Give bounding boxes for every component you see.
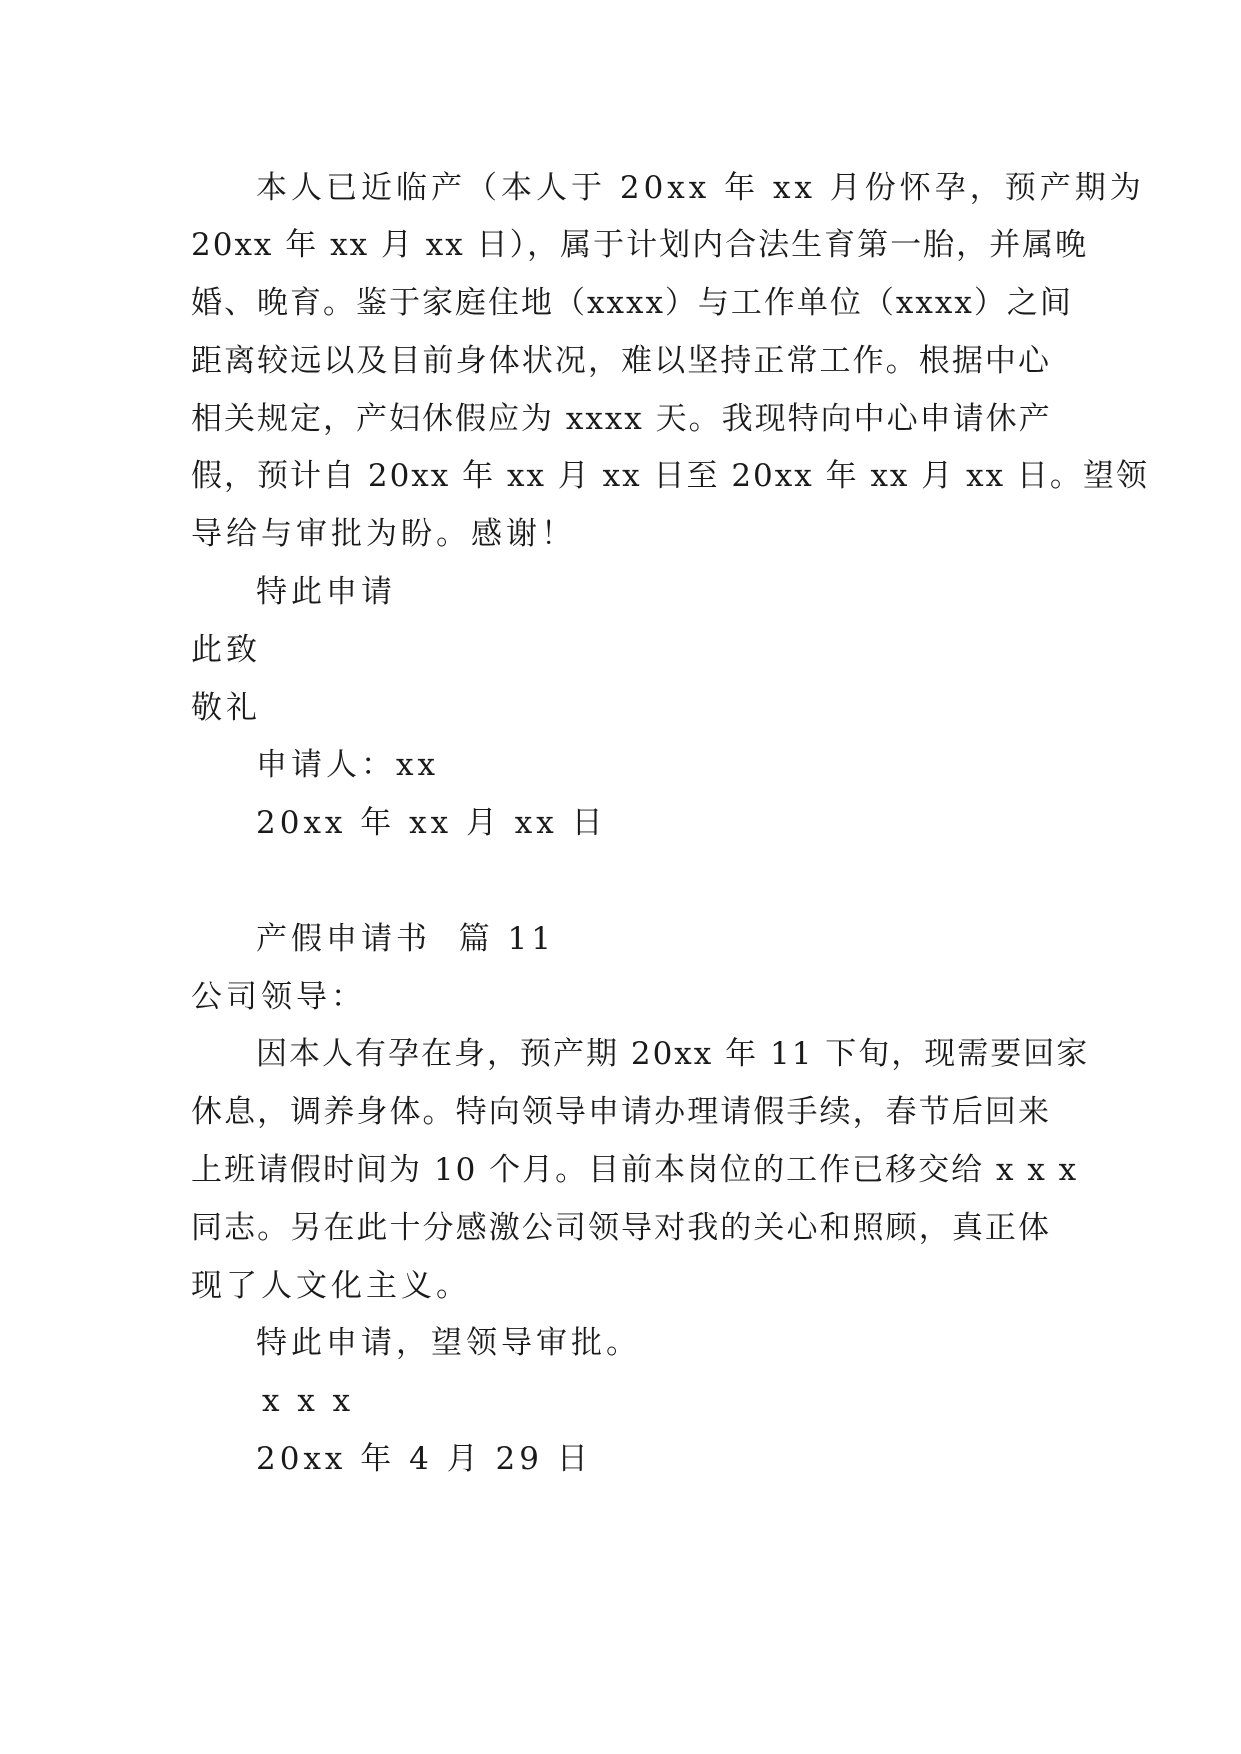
paragraph-line: 上班请假时间为 10 个月。目前本岗位的工作已移交给 x x x [191, 1152, 1079, 1188]
addressee-line: 公司领导： [191, 979, 366, 1015]
paragraph-line: 导给与审批为盼。感谢！ [191, 516, 576, 552]
applicant-line: 申请人：xx [256, 747, 439, 783]
closing-text: 特此申请 [256, 574, 396, 610]
paragraph-line: 休息，调养身体。特向领导申请办理请假手续，春节后回来 [191, 1094, 1051, 1130]
salutation-text: 此致 [191, 632, 261, 668]
paragraph-line: 相关规定，产妇休假应为 xxxx 天。我现特向中心申请休产 [191, 401, 1052, 437]
signature-line: x x x [262, 1383, 355, 1419]
paragraph-line: 现了人文化主义。 [191, 1268, 471, 1304]
closing-text: 特此申请，望领导审批。 [256, 1325, 641, 1361]
paragraph-line: 因本人有孕在身，预产期 20xx 年 11 下旬，现需要回家 [256, 1036, 1090, 1072]
date-line: 20xx 年 4 月 29 日 [256, 1441, 592, 1477]
paragraph-line: 20xx 年 xx 月 xx 日），属于计划内合法生育第一胎，并属晚 [191, 227, 1089, 263]
paragraph-line: 假，预计自 20xx 年 xx 月 xx 日至 20xx 年 xx 月 xx 日。望领 [191, 458, 1149, 494]
paragraph-line: 距离较远以及目前身体状况，难以坚持正常工作。根据中心 [191, 343, 1051, 379]
paragraph-line: 本人已近临产（本人于 20xx 年 xx 月份怀孕，预产期为 [256, 170, 1145, 206]
section-heading: 产假申请书 篇 11 [256, 921, 556, 957]
paragraph-line: 婚、晚育。鉴于家庭住地（xxxx）与工作单位（xxxx）之间 [191, 285, 1073, 321]
salutation-text: 敬礼 [191, 690, 261, 726]
date-line: 20xx 年 xx 月 xx 日 [256, 805, 607, 841]
paragraph-line: 同志。另在此十分感激公司领导对我的关心和照顾，真正体 [191, 1210, 1051, 1246]
